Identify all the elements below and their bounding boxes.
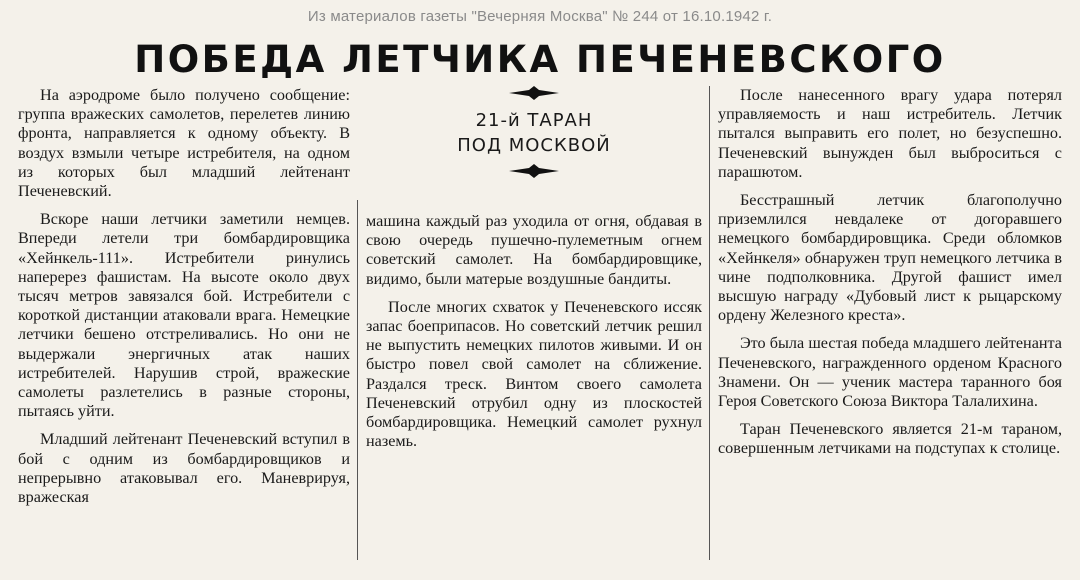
subheading-block	[366, 86, 702, 178]
paragraph: Таран Печеневского является 21-м тараном, совершенным летчиками на подступах к столице.	[718, 420, 1062, 458]
paragraph: Младший лейтенант Печеневский вступил в бой с одним из бомбардировщиков и непрерывно атаковывал его. Маневрируя, вражеская	[18, 430, 350, 507]
article-column-1	[18, 86, 350, 516]
paragraph: Бесстрашный летчик благополучно приземлился невдалеке от догоравшего немецкого бомбардировщика. Среди обломков «Хейнкеля» обнаружен труп немецкого летчика в чине подполковника. Другой фашист имел высшую награду «Дубовый лист к рыцарскому ордену Железного креста».	[718, 191, 1062, 325]
paragraph: Вскоре наши летчики заметили немцев. Впереди летели три бомбардировщика «Хейнкель-111». Истребители ринулись наперерез фашистам. На высоте около двух тысяч метров завязался бой. Истребители с короткой дистанции атаковали врага. Немецкие летчики бешено отстреливались. Но они не выдержали энергичных атак наших истребителей. Нарушив строй, вражеские самолеты разлетелись в разные стороны, пытаясь уйти.	[18, 210, 350, 421]
subheading	[366, 108, 702, 158]
column-divider-left	[357, 200, 358, 560]
headline: ПОБЕДА ЛЕТЧИКА ПЕЧЕНЕВСКОГО	[134, 38, 946, 81]
diamond-ornament-icon	[509, 86, 559, 100]
diamond-ornament-icon	[509, 164, 559, 178]
paragraph: После нанесенного врагу удара потерял управляемость и наш истребитель. Летчик пытался выправить его полет, но безуспешно. Печеневский вынужден был выброситься с парашютом.	[718, 86, 1062, 181]
source-note: Из материалов газеты "Вечерняя Москва" № 244 от 16.10.1942 г.	[307, 8, 773, 25]
article-column-2	[366, 212, 702, 460]
subheading-line: 21-й ТАРАН	[475, 110, 593, 131]
paragraph: машина каждый раз уходила от огня, обдавая в свою очередь пушечно-пулеметным огнем советский самолет. На бомбардировщике, видимо, были матерые воздушные бандиты.	[366, 212, 702, 288]
subheading-line: ПОД МОСКВОЙ	[457, 135, 611, 156]
article-column-3	[718, 86, 1062, 468]
paragraph: Это была шестая победа младшего лейтенанта Печеневского, награжденного орденом Красного Знамени. Он — ученик мастера таранного боя Героя Советского Союза Виктора Талалихина.	[718, 334, 1062, 411]
column-divider-right	[709, 86, 710, 560]
paragraph: После многих схваток у Печеневского иссяк запас боеприпасов. Но советский летчик решил не выпустить немецких пилотов живыми. И он быстро повел свой самолет на сближение. Раздался треск. Винтом своего самолета Печеневский отрубил одну из плоскостей бомбардировщика. Немецкий самолет рухнул наземь.	[366, 297, 702, 451]
paragraph: На аэродроме было получено сообщение: группа вражеских самолетов, перелетев линию фронта, направляется к одному объекту. В воздух взмыли четыре истребителя, на одном из которых был младший лейтенант Печеневский.	[18, 86, 350, 201]
